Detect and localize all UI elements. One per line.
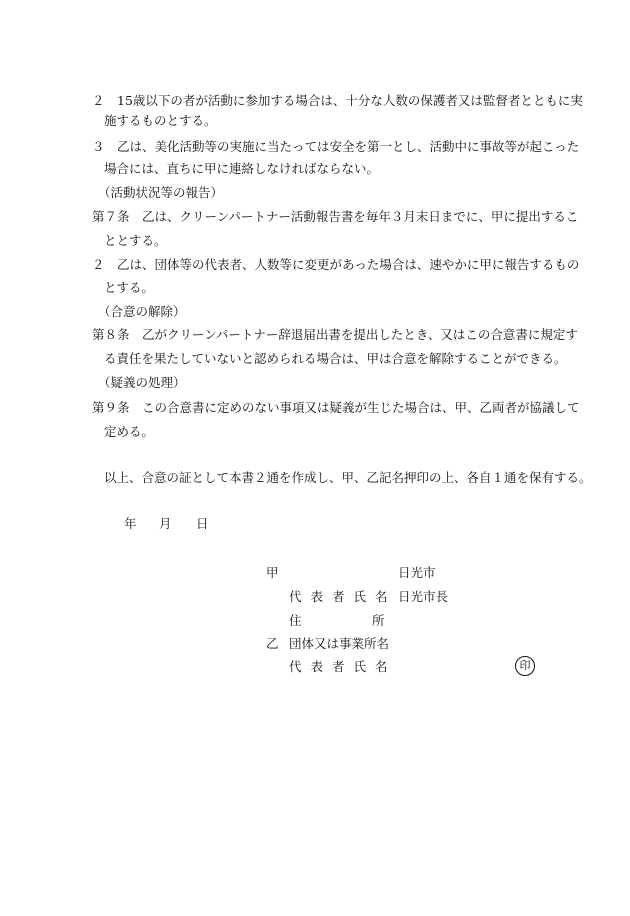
party-a-label: 甲 xyxy=(266,565,279,580)
article7-line2: ととする。 xyxy=(104,233,167,248)
article7-p2-line1: ２ 乙は、団体等の代表者、人数等に変更があった場合は、速やかに甲に報告するもの xyxy=(92,257,580,272)
article8-caption: （合意の解除） xyxy=(98,304,186,319)
party-b-representative-label: 代表者氏名 xyxy=(289,659,397,674)
party-a-name: 日光市 xyxy=(398,565,436,580)
article6-p3-line1: ３ 乙は、美化活動等の実施に当たっては安全を第一とし、活動中に事故等が起こった xyxy=(92,139,580,154)
party-a-representative: 日光市長 xyxy=(398,589,449,604)
address-label-char1: 住 xyxy=(289,613,302,628)
article7-line1: 第７条 乙は、クリーンパートナー活動報告書を毎年３月末日までに、甲に提出するこ xyxy=(92,209,579,224)
article9-line2: 定める。 xyxy=(104,424,155,439)
date-day: 日 xyxy=(196,516,209,531)
date-month: 月 xyxy=(159,516,172,531)
article6-p2-line2: 施するものとする。 xyxy=(104,113,217,128)
seal-mark: 印 xyxy=(515,656,535,676)
party-b-org-label: 団体又は事業所名 xyxy=(289,636,390,651)
date-year: 年 xyxy=(124,516,137,531)
address-label-char2: 所 xyxy=(372,613,385,628)
article6-p3-line2: 場合には、直ちに甲に連絡しなければならない。 xyxy=(104,161,380,176)
article8-line1: 第８条 乙がクリーンパートナー辞退届出書を提出したとき、又はこの合意書に規定す xyxy=(92,327,578,342)
article9-line1: 第９条 この合意書に定めのない事項又は疑義が生じた場合は、甲、乙両者が協議して xyxy=(92,400,580,415)
article6-p2-line1: ２ 15歳以下の者が活動に参加する場合は、十分な人数の保護者又は監督者とともに実 xyxy=(92,93,583,108)
article8-line2: る責任を果たしていないと認められる場合は、甲は合意を解除することができる。 xyxy=(104,351,567,366)
article9-caption: （疑義の処理） xyxy=(98,375,186,390)
article7-caption: （活動状況等の報告） xyxy=(98,185,224,200)
party-a-representative-label: 代表者氏名 xyxy=(289,589,397,604)
article7-p2-line2: とする。 xyxy=(104,280,155,295)
party-b-label: 乙 xyxy=(266,636,279,651)
closing-statement: 以上、合意の証として本書２通を作成し、甲、乙記名押印の上、各自１通を保有する。 xyxy=(104,470,592,485)
